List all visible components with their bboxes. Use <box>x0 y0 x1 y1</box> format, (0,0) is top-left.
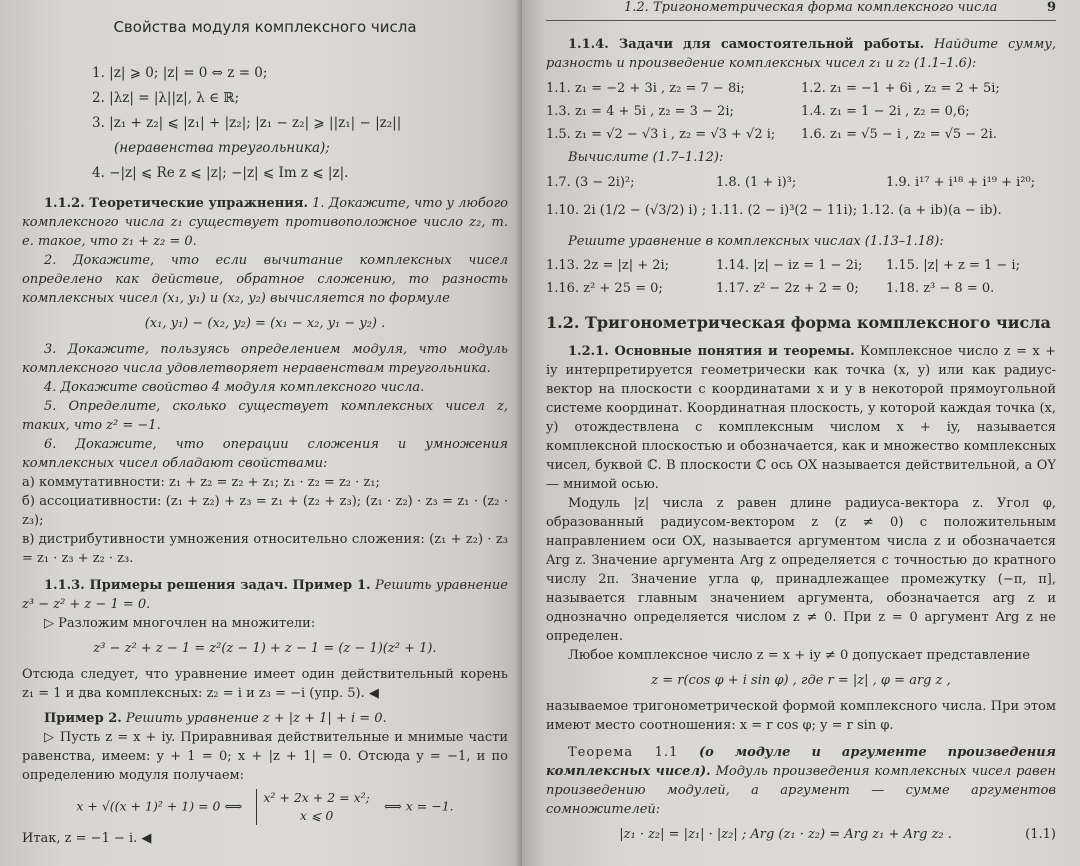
example-2-rhs: ⟺ x = −1. <box>383 798 454 814</box>
exercise-6: 6. Докажите, что операции сложения и умножения комплексных чисел обладают свойствами: <box>22 437 508 471</box>
factorization-formula: z³ − z² + z − 1 = z²(z − 1) + z − 1 = (z − 1)(z² + 1). <box>93 641 437 656</box>
task-1-16: 1.16. z² + 25 = 0; <box>546 281 663 296</box>
example-1-label: Пример 1. <box>292 578 371 593</box>
example-2 <box>22 709 508 728</box>
task-1-18: 1.18. z³ − 8 = 0. <box>886 281 995 296</box>
task-1-14: 1.14. |z| − iz = 1 − 2i; <box>716 258 863 273</box>
theorem-text: Модуль произведения комплексных чисел равен произведению модулей, а аргумент — сумме аргументов сомножителей: <box>546 764 1056 817</box>
calc-label: Вычислите (1.7–1.12): <box>568 150 724 165</box>
equation-number: (1.1) <box>1025 827 1056 842</box>
solve-label: Решите уравнение в комплексных числах (1.13–1.18): <box>568 234 944 249</box>
section-title: 1.2. Тригонометрическая форма комплексного числа <box>546 313 1051 332</box>
running-head-title: 1.2. Тригонометрическая форма комплексного числа <box>624 0 998 15</box>
left-page <box>0 0 522 866</box>
tasks-sum-grid <box>546 77 1056 146</box>
exercise-5: 5. Определите, сколько существует комплексных чисел z, таких, что z² = −1. <box>22 399 508 433</box>
property-1: 1. |z| ⩾ 0; |z| = 0 ⇔ z = 0; <box>92 65 268 81</box>
example-1-task: Решить уравнение z³ − z² + z − 1 = 0. <box>22 578 508 612</box>
exercises-heading: 1.1.2. Теоретические упражнения. <box>44 196 309 211</box>
theorem <box>546 743 1056 819</box>
basics-paragraph-4: называемое тригонометрической формой комплексного числа. При этом имеют место соотношения: x = r cos φ; y = r sin φ. <box>546 699 1056 733</box>
exercise-1 <box>22 194 508 251</box>
equation-system <box>256 789 370 825</box>
task-1-9: 1.9. i¹⁷ + i¹⁸ + i¹⁹ + i²⁰; <box>886 175 1036 190</box>
tasks-calc-grid <box>546 170 1056 196</box>
exercise-6b: б) ассоциативности: (z₁ + z₂) + z₃ = z₁ + (z₂ + z₃); (z₁ · z₂) · z₃ = z₁ · (z₂ · z₃); <box>22 494 508 528</box>
tasks-heading: 1.1.4. Задачи для самостоятельной работы. <box>568 37 925 52</box>
theorem-formula-row <box>546 823 1056 847</box>
task-1-1: 1.1. z₁ = −2 + 3i , z₂ = 7 − 8i; <box>546 81 745 96</box>
theorem-title: (о модуле и аргументе произведения комплексных чисел). <box>546 745 1056 779</box>
right-page <box>522 0 1080 866</box>
property-2: 2. |λz| = |λ||z|, λ ∈ ℝ; <box>92 90 240 106</box>
task-1-17: 1.17. z² − 2z + 2 = 0; <box>716 281 859 296</box>
exercise-6a: а) коммутативности: z₁ + z₂ = z₂ + z₁; z₁ · z₂ = z₂ · z₁; <box>22 475 380 490</box>
example-2-label: Пример 2. <box>44 711 122 726</box>
example-2-lhs: x + √((x + 1)² + 1) = 0 ⟺ <box>76 798 243 814</box>
tasks-intro <box>546 35 1056 73</box>
property-3: 3. |z₁ + z₂| ⩽ |z₁| + |z₂|; |z₁ − z₂| ⩾ ||z₁| − |z₂|| <box>92 115 402 131</box>
example-2-formula <box>22 789 508 825</box>
example-2-final: Итак, z = −1 − i. ◀ <box>22 831 152 846</box>
task-1-6: 1.6. z₁ = √5 − i , z₂ = √5 − 2i. <box>801 127 997 142</box>
left-running-head: Свойства модуля комплексного числа <box>113 18 417 36</box>
task-1-4: 1.4. z₁ = 1 − 2i , z₂ = 0,6; <box>801 104 970 119</box>
basics-paragraph-2: Модуль |z| числа z равен длине радиуса-вектора z. Угол φ, образованный радиусом-вектором z (z ≠ 0) с положительным направлением оси OX, называется аргументом числа z и обозначается Arg z. Значение аргумента Arg z определяется с точностью до кратного числу 2π. Значение угла φ, принадлежащее промежутку (−π, π], называется главным значением аргумента, обозначается arg z и однозначно определяется числом z ≠ 0. При z = 0 аргумент Arg z не определен. <box>546 496 1056 644</box>
basics-p1-text: Комплексное число z = x + iy интерпретируется геометрически как точка (x, y) или как радиус-вектор на плоскости с координатами x и y в некоторой прямоугольной системе координат. Координатная плоскость, у которой каждая точка (x, y) отождествлена с комплексным числом x + iy, называется комплексной плоскостью и обозначается, как и множество комплексных чисел, буквой ℂ. В плоскости ℂ ось OX называется действительной, а OY — мнимой осью. <box>546 344 1056 492</box>
property-3-note: (неравенства треугольника); <box>114 140 330 156</box>
exercise-3: 3. Докажите, пользуясь определением модуля, что модуль комплексного числа удовлетворяет неравенствам треугольника. <box>22 342 508 376</box>
page-number: 9 <box>1046 0 1056 15</box>
task-1-10-12: 1.10. 2i (1/2 − (√3/2) i) ; 1.11. (2 − i)³(2 − 11i); 1.12. (a + ib)(a − ib). <box>546 203 1002 218</box>
example-2-task: Решить уравнение z + |z + 1| + i = 0. <box>125 711 387 726</box>
basics-heading: 1.2.1. Основные понятия и теоремы. <box>568 344 855 359</box>
system-line-1: x² + 2x + 2 = x²; <box>263 790 370 805</box>
task-1-3: 1.3. z₁ = 4 + 5i , z₂ = 3 − 2i; <box>546 104 734 119</box>
task-1-2: 1.2. z₁ = −1 + 6i , z₂ = 2 + 5i; <box>801 81 1000 96</box>
theorem-label: Теорема 1.1 <box>568 745 679 760</box>
right-running-head <box>546 0 1056 21</box>
exercise-6c: в) дистрибутивности умножения относительно сложения: (z₁ + z₂) · z₃ = z₁ · z₃ + z₂ · z₃. <box>22 532 508 566</box>
tasks-intro-text: Найдите сумму, разность и произведение комплексных чисел z₁ и z₂ (1.1–1.6): <box>546 37 1056 71</box>
basics-paragraph-3: Любое комплексное число z = x + iy ≠ 0 допускает представление <box>568 648 1030 663</box>
task-1-5: 1.5. z₁ = √2 − √3 i , z₂ = √3 + √2 i; <box>546 127 776 142</box>
task-1-13: 1.13. 2z = |z| + 2i; <box>546 258 670 273</box>
task-1-8: 1.8. (1 + i)³; <box>716 175 797 190</box>
system-line-2: x ⩽ 0 <box>299 808 334 823</box>
trig-formula: z = r(cos φ + i sin φ) , где r = |z| , φ = arg z , <box>651 673 951 688</box>
difference-formula: (x₁, y₁) − (x₂, y₂) = (x₁ − x₂, y₁ − y₂) . <box>144 316 386 331</box>
example-1-conclusion: Отсюда следует, что уравнение имеет один действительный корень z₁ = 1 и два комплексных: z₂ = i и z₃ = −i (упр. 5). ◀ <box>22 667 508 701</box>
theorem-formula: |z₁ · z₂| = |z₁| · |z₂| ; Arg (z₁ · z₂) = Arg z₁ + Arg z₂ . <box>619 827 952 842</box>
examples-heading: 1.1.3. Примеры решения задач. <box>44 578 289 593</box>
exercise-4: 4. Докажите свойство 4 модуля комплексного числа. <box>44 380 425 395</box>
exercise-2: 2. Докажите, что если вычитание комплексных чисел определено как действие, обратное сложению, то разность комплексных чисел (x₁, y₁) и (x₂, y₂) вычисляется по формуле <box>22 253 508 306</box>
basics-paragraph-1 <box>546 342 1056 494</box>
example-1 <box>22 576 508 614</box>
tasks-solve-grid <box>546 254 1056 300</box>
example-1-line: ▷ Разложим многочлен на множители: <box>44 616 316 631</box>
exercise-1-text: 1. Докажите, что у любого комплексного числа z₁ существует противоположное число z₂, т. е. такое, что z₁ + z₂ = 0. <box>22 196 508 249</box>
task-1-15: 1.15. |z| + z = 1 − i; <box>886 258 1020 273</box>
example-2-body: ▷ Пусть z = x + iy. Приравнивая действительные и мнимые части равенства, имеем: y + 1 = 0; x + |z + 1| = 0. Отсюда y = −1, и по определению модуля получаем: <box>22 730 508 783</box>
task-1-7: 1.7. (3 − 2i)²; <box>546 175 635 190</box>
property-4: 4. −|z| ⩽ Re z ⩽ |z|; −|z| ⩽ Im z ⩽ |z|. <box>92 165 349 181</box>
